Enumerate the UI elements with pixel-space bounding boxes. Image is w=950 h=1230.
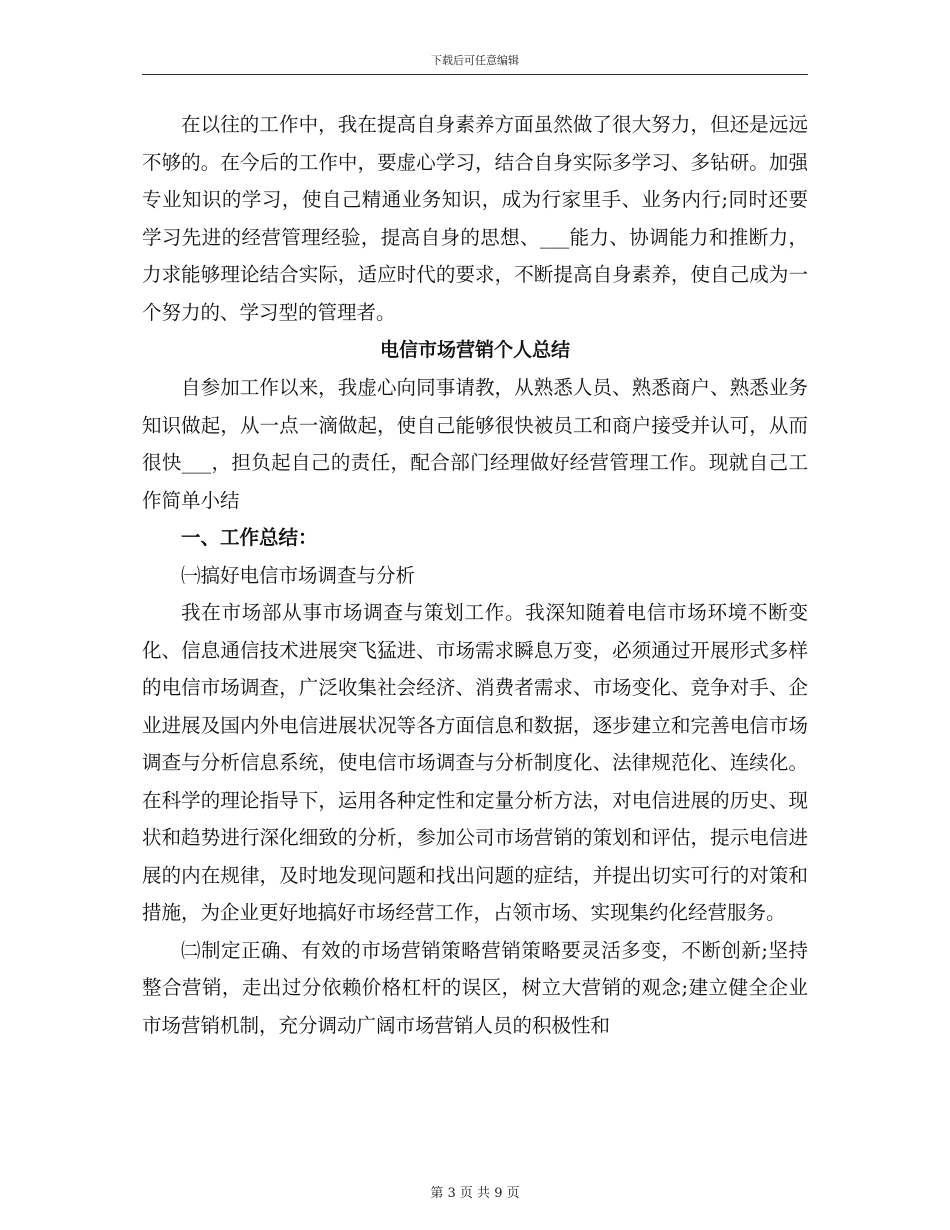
document-body (142, 106, 808, 1044)
paragraph-market-research: 我在市场部从事市场调查与策划工作。我深知随着电信市场环境不断变化、信息通信技术进展突飞猛进、市场需求瞬息万变，必须通过开展形式多样的电信市场调查，广泛收集社会经济、消费者需求、市场变化、竞争对手、企业进展及国内外电信进展状况等各方面信息和数据，逐步建立和完善电信市场调查与分析信息系统，使电信市场调查与分析制度化、法律规范化、连续化。在科学的理论指导下，运用各种定性和定量分析方法，对电信进展的历史、现状和趋势进行深化细致的分析，参加公司市场营销的策划和评估，提示电信进展的内在规律，及时地发现问题和找出问题的症结，并提出切实可行的对策和措施，为企业更好地搞好市场经营工作，占领市场、实现集约化经营服务。 (142, 601, 808, 924)
page-footer: 第 3 页 共 9 页 (430, 1186, 520, 1201)
header-divider (142, 74, 808, 75)
paragraph-intro: 自参加工作以来，我虚心向同事请教，从熟悉人员、熟悉商户、熟悉业务知识做起，从一点一滴做起，使自己能够很快被员工和商户接受并认可，从而很快___，担负起自己的责任，配合部门经理做好经营管理工作。现就自己工作简单小结 (142, 376, 808, 512)
heading-work-summary: 一、工作总结： (181, 526, 318, 549)
paragraph-self-improvement: 在以往的工作中，我在提高自身素养方面虽然做了很大努力，但还是远远不够的。在今后的工作中，要虚心学习，结合自身实际多学习、多钻研。加强专业知识的学习，使自己精通业务知识，成为行家里手、业务内行;同时还要学习先进的经营管理经验，提高自身的思想、___能力、协调能力和推断力，力求能够理论结合实际，适应时代的要求，不断提高自身素养，使自己成为一个努力的、学习型的管理者。 (142, 113, 808, 324)
page-header: 下载后可任意编辑 (431, 54, 519, 67)
paragraph-marketing-strategy: ㈡制定正确、有效的市场营销策略营销策略要灵活多变，不断创新;坚持整合营销，走出过分依赖价格杠杆的误区，树立大营销的观念;建立健全企业市场营销机制，充分调动广阔市场营销人员的积极性和 (142, 938, 808, 1037)
subheading-market-research: ㈠搞好电信市场调查与分析 (181, 563, 416, 587)
section-title: 电信市场营销个人总结 (379, 339, 570, 361)
